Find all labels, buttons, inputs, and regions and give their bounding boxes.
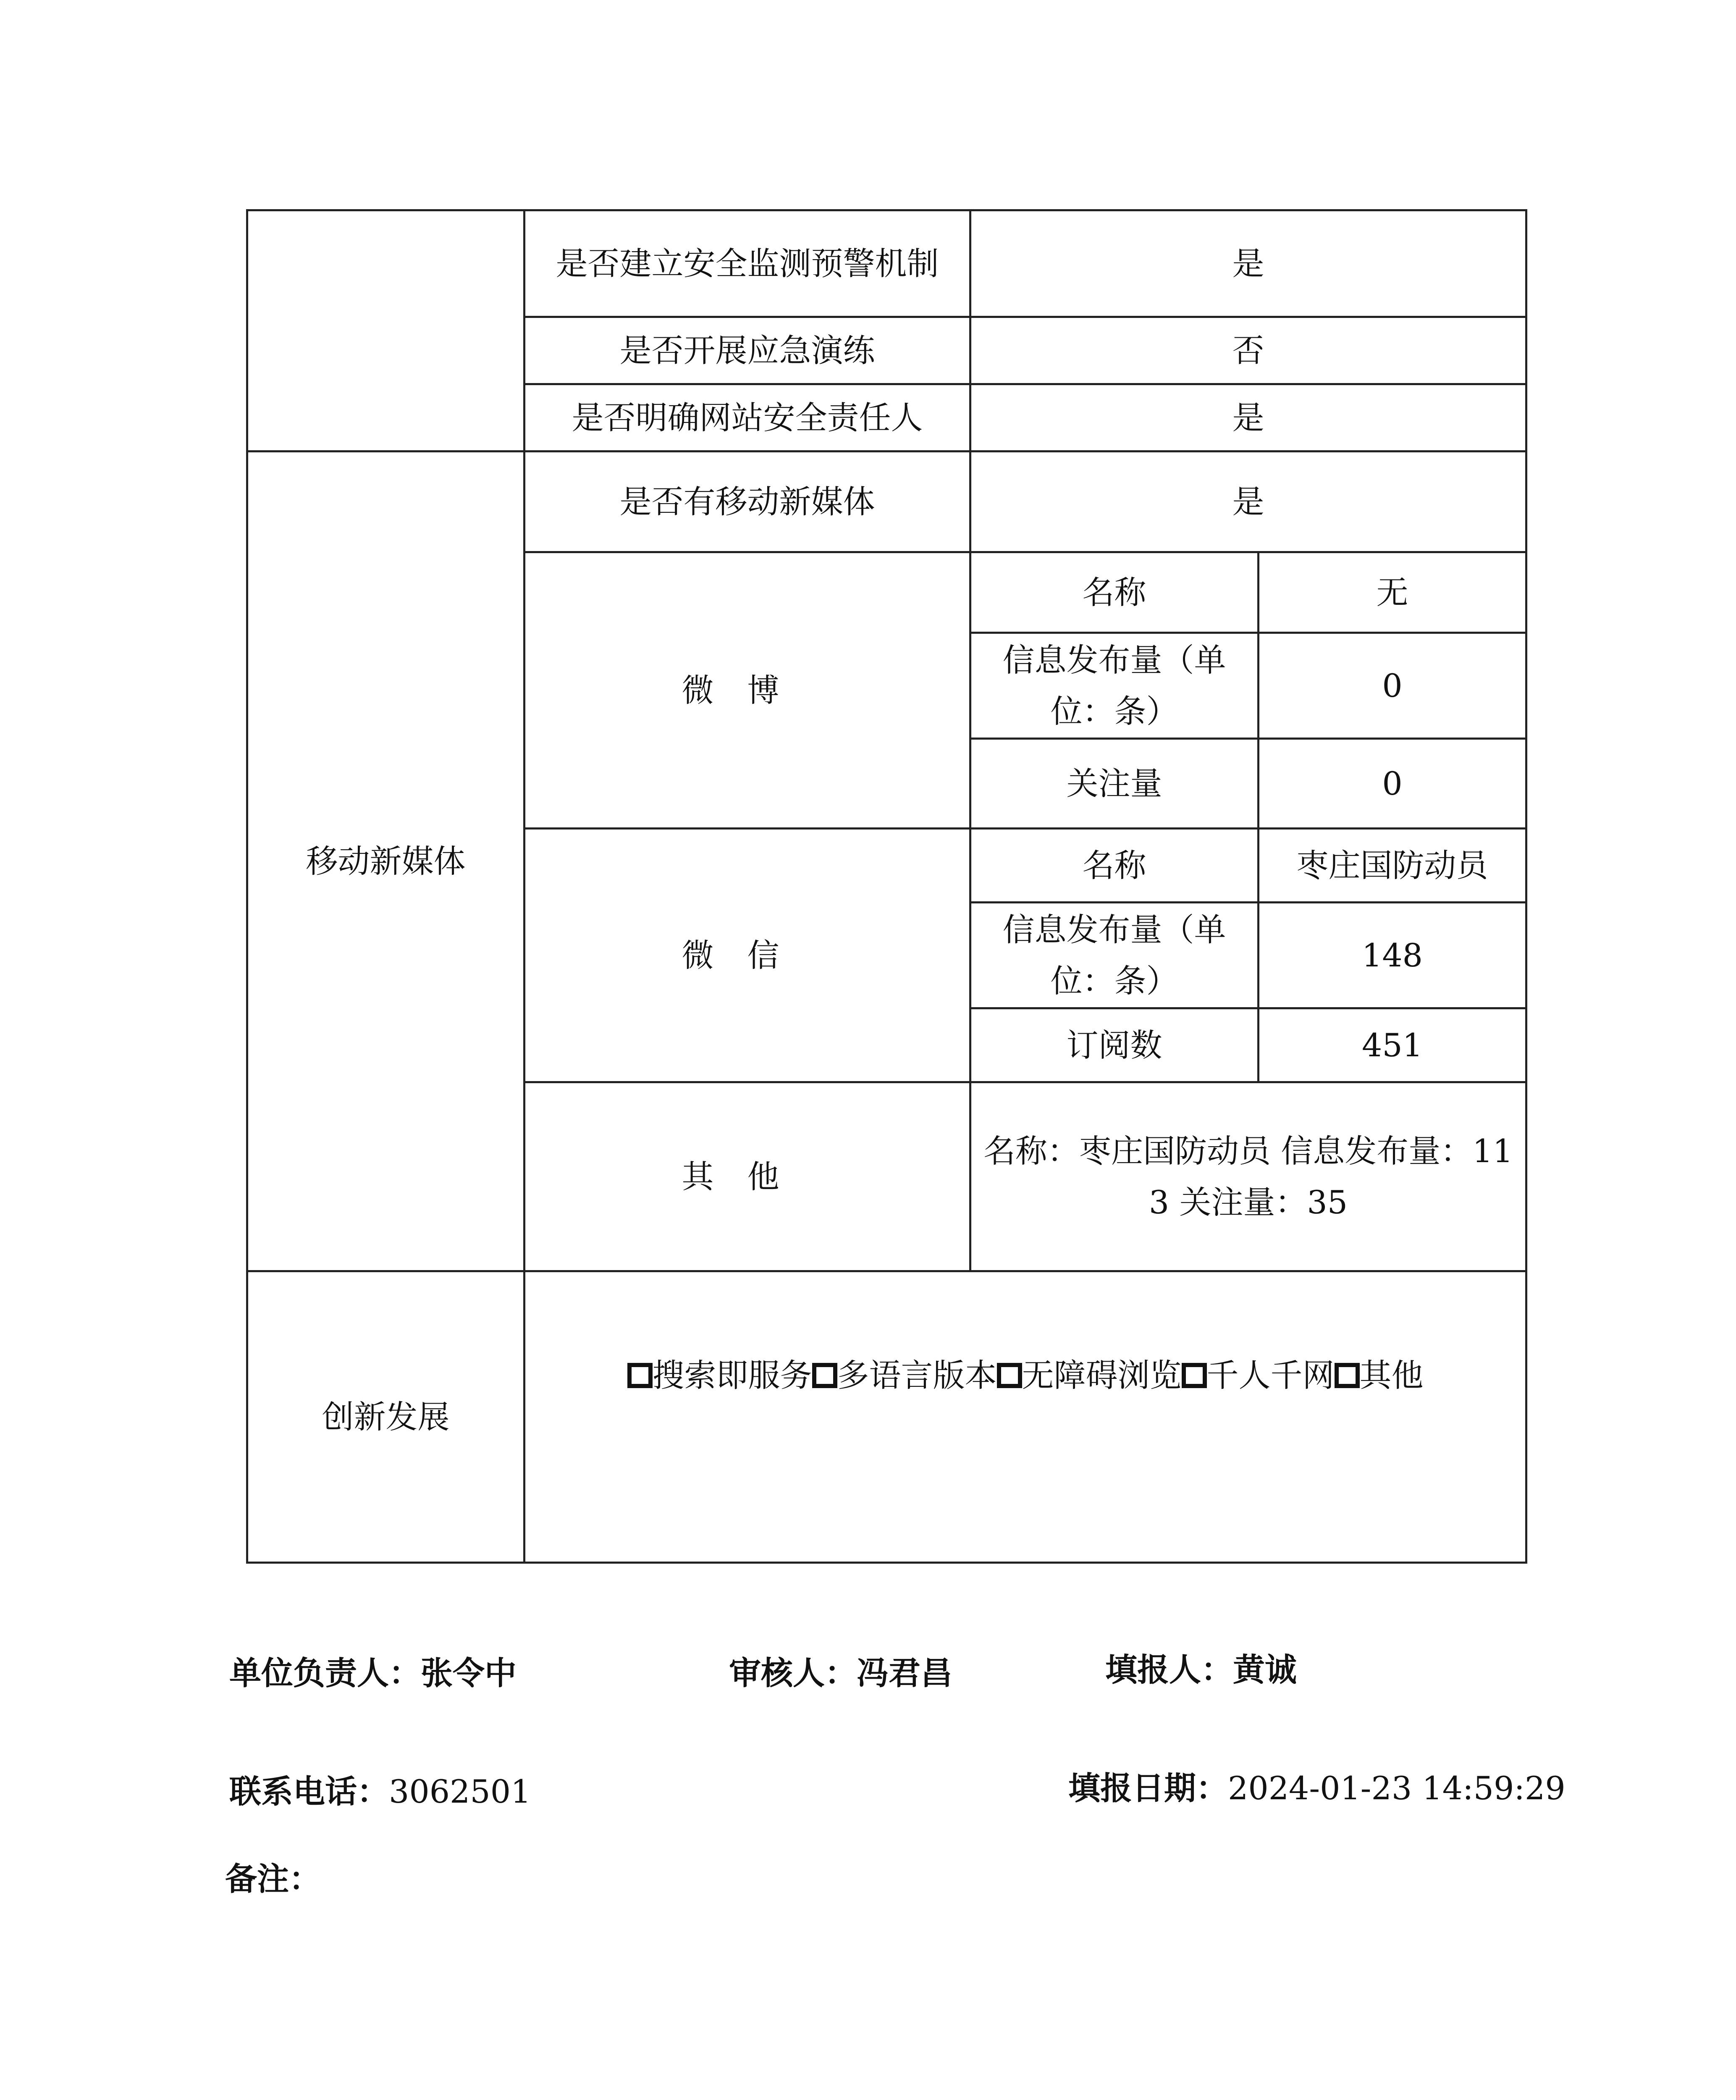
drill-label: 是否开展应急演练 (524, 317, 970, 384)
date-field (1068, 1767, 1566, 1809)
weibo-followers-value: 0 (1259, 739, 1526, 829)
option-label: 多语言版本 (837, 1356, 997, 1394)
unit-head-label: 单位负责人： (229, 1654, 421, 1692)
wechat-posts-value: 148 (1259, 903, 1526, 1008)
report-table (246, 209, 1527, 1564)
wechat-name-value: 枣庄国防动员 (1259, 829, 1526, 903)
wechat-subscribers-value: 451 (1259, 1008, 1526, 1082)
weibo-posts-value: 0 (1259, 633, 1526, 739)
filler-label: 填报人： (1105, 1651, 1233, 1688)
option-multilingual[interactable] (812, 1350, 997, 1401)
remarks-label: 备注： (225, 1860, 321, 1898)
security-section-cell (247, 210, 524, 452)
reviewer-field (729, 1652, 952, 1694)
innovation-options-cell (524, 1271, 1526, 1563)
reviewer-value: 冯君昌 (857, 1654, 952, 1692)
date-label: 填报日期： (1068, 1769, 1228, 1807)
option-other[interactable] (1335, 1350, 1424, 1401)
option-accessibility[interactable] (997, 1350, 1182, 1401)
option-label: 千人千网 (1206, 1356, 1335, 1394)
innovation-label: 创新发展 (247, 1271, 524, 1563)
checkbox-icon[interactable] (812, 1363, 837, 1388)
phone-field (229, 1771, 531, 1813)
monitoring-value: 是 (970, 210, 1526, 317)
unit-head-value: 张令中 (421, 1654, 517, 1692)
checkbox-icon[interactable] (997, 1363, 1022, 1388)
option-label: 其他 (1359, 1356, 1424, 1394)
monitoring-label: 是否建立安全监测预警机制 (524, 210, 970, 317)
weibo-name-label: 名称 (970, 552, 1259, 633)
weibo-name-value: 无 (1259, 552, 1526, 633)
option-label: 无障碍浏览 (1022, 1356, 1182, 1394)
remarks-field (225, 1858, 321, 1900)
reviewer-label: 审核人： (729, 1654, 857, 1692)
option-search-service[interactable] (627, 1350, 812, 1401)
checkbox-icon[interactable] (627, 1363, 653, 1388)
wechat-posts-label: 信息发布量（单位：条） (970, 903, 1259, 1008)
date-value: 2024-01-23 14:59:29 (1228, 1769, 1566, 1807)
phone-label: 联系电话： (229, 1773, 389, 1810)
weibo-followers-label: 关注量 (970, 739, 1259, 829)
option-label: 搜索即服务 (652, 1356, 812, 1394)
other-value: 名称：枣庄国防动员 信息发布量：113 关注量：35 (970, 1082, 1526, 1271)
drill-value: 否 (970, 317, 1526, 384)
innovation-options (534, 1350, 1517, 1401)
option-personalized[interactable] (1182, 1350, 1335, 1401)
has-mobile-value: 是 (970, 452, 1526, 552)
unit-head-field (229, 1652, 517, 1694)
filler-field (1105, 1649, 1297, 1691)
responsible-value: 是 (970, 384, 1526, 452)
weibo-posts-label: 信息发布量（单位：条） (970, 633, 1259, 739)
wechat-name-label: 名称 (970, 829, 1259, 903)
has-mobile-label: 是否有移动新媒体 (524, 452, 970, 552)
mobile-section-label: 移动新媒体 (247, 452, 524, 1271)
filler-value: 黄诚 (1233, 1651, 1297, 1688)
phone-value: 3062501 (389, 1773, 531, 1810)
wechat-subscribers-label: 订阅数 (970, 1008, 1259, 1082)
other-label: 其他 (524, 1082, 970, 1271)
checkbox-icon[interactable] (1335, 1363, 1360, 1388)
wechat-label: 微信 (524, 829, 970, 1082)
responsible-label: 是否明确网站安全责任人 (524, 384, 970, 452)
weibo-label: 微博 (524, 552, 970, 829)
checkbox-icon[interactable] (1182, 1363, 1207, 1388)
